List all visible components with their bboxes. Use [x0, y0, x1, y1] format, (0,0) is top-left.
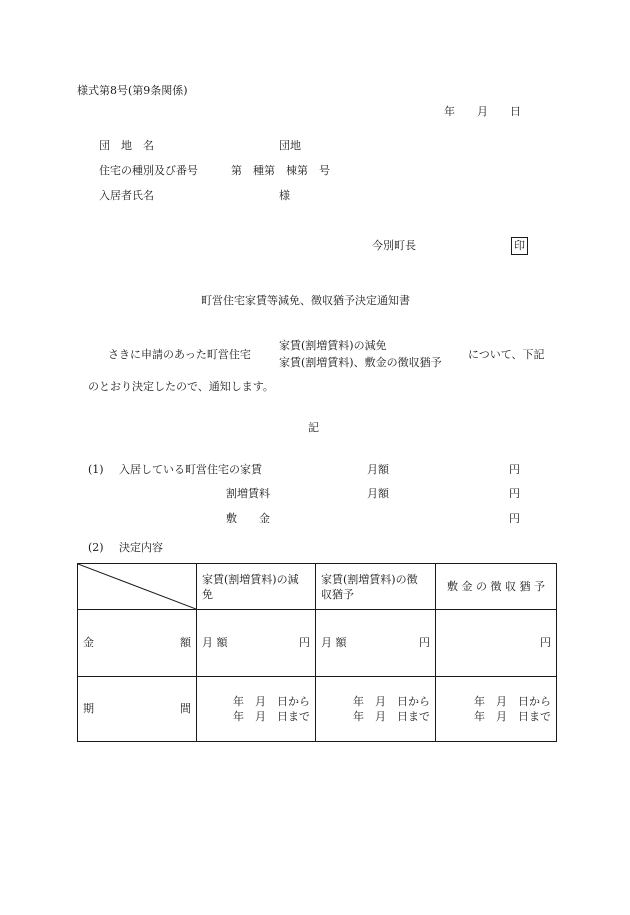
amount-deferral-yen: 円	[419, 636, 430, 650]
amount-reduction-cell	[197, 610, 316, 677]
date-line: 年 月 日	[444, 105, 521, 118]
period-deferral-from: 年 月 日から	[353, 695, 430, 708]
ki-heading: 記	[308, 421, 319, 434]
header-deposit-label: 敷 金 の 徴 収 猶 予	[447, 580, 545, 593]
amount-label-kin: 金	[83, 636, 94, 650]
section1-surcharge-monthly: 月額	[367, 487, 389, 500]
body-line2: のとおり決定したので、通知します。	[88, 380, 274, 393]
seal-stamp: 印	[511, 237, 528, 255]
section1-rent-yen: 円	[509, 463, 520, 476]
period-reduction-from: 年 月 日から	[233, 695, 310, 708]
header-deferral-cell	[316, 564, 436, 610]
amount-deferral-cell	[316, 610, 436, 677]
section1-rent-label: 入居している町営住宅の家賃	[119, 463, 262, 476]
document-title: 町営住宅家賃等減免、徴収猶予決定通知書	[201, 294, 410, 307]
complex-suffix: 団地	[279, 139, 301, 152]
period-label-ki: 期	[83, 702, 94, 716]
body-lead: さきに申請のあった町営住宅	[108, 348, 251, 361]
period-reduction-to: 年 月 日まで	[233, 710, 310, 723]
period-reduction-cell	[197, 677, 316, 742]
section2-label: 決定内容	[119, 541, 163, 554]
section1-deposit-label: 敷 金	[226, 512, 270, 525]
header-reduction-cell	[197, 564, 316, 610]
period-deposit-cell	[436, 677, 557, 742]
section1-deposit-yen: 円	[509, 512, 520, 525]
period-label-cell	[78, 677, 197, 742]
option-deferral: 家賃(割増賃料)、敷金の徴収猶予	[279, 356, 442, 369]
header-deferral-line1: 家賃(割増賃料)の徴	[321, 572, 418, 586]
period-deferral-to: 年 月 日まで	[353, 710, 430, 723]
resident-suffix: 様	[279, 189, 290, 202]
amount-label-cell	[78, 610, 197, 677]
section1-rent-monthly: 月額	[367, 463, 389, 476]
body-trail: について、下記	[468, 348, 545, 361]
housing-type-label: 住宅の種別及び番号	[99, 164, 198, 177]
complex-label: 団 地 名	[99, 139, 154, 152]
section1-surcharge-label: 割増賃料	[226, 487, 270, 500]
diagonal-line	[78, 564, 196, 609]
resident-label: 入居者氏名	[99, 189, 154, 202]
issuer-title: 今別町長	[372, 239, 416, 252]
option-reduction: 家賃(割増賃料)の減免	[279, 339, 387, 352]
amount-deposit-cell	[436, 610, 557, 677]
amount-label-gaku: 額	[180, 636, 191, 650]
table-amount-row	[78, 610, 557, 677]
form-number: 様式第8号(第9条関係)	[77, 84, 188, 97]
period-label-kan: 間	[180, 702, 191, 716]
amount-reduction-monthly: 月 額	[202, 636, 228, 650]
period-deposit-from: 年 月 日から	[474, 695, 551, 708]
housing-type-value: 第 種第 棟第 号	[231, 164, 330, 177]
header-corner-cell	[78, 564, 197, 610]
table-header-row	[78, 564, 557, 610]
section2-number: (2)	[88, 541, 104, 554]
amount-deferral-monthly: 月 額	[321, 636, 347, 650]
amount-deposit-yen: 円	[540, 636, 551, 650]
section1-number: (1)	[88, 463, 104, 476]
section1-surcharge-yen: 円	[509, 487, 520, 500]
header-deferral-line2: 収猶予	[321, 587, 354, 601]
decision-table	[77, 563, 557, 742]
period-deferral-cell	[316, 677, 436, 742]
header-reduction-line1: 家賃(割増賃料)の減	[202, 572, 299, 586]
amount-reduction-yen: 円	[299, 636, 310, 650]
table-period-row	[78, 677, 557, 742]
header-reduction-line2: 免	[202, 587, 213, 601]
period-deposit-to: 年 月 日まで	[474, 710, 551, 723]
header-deposit-cell	[436, 564, 557, 610]
